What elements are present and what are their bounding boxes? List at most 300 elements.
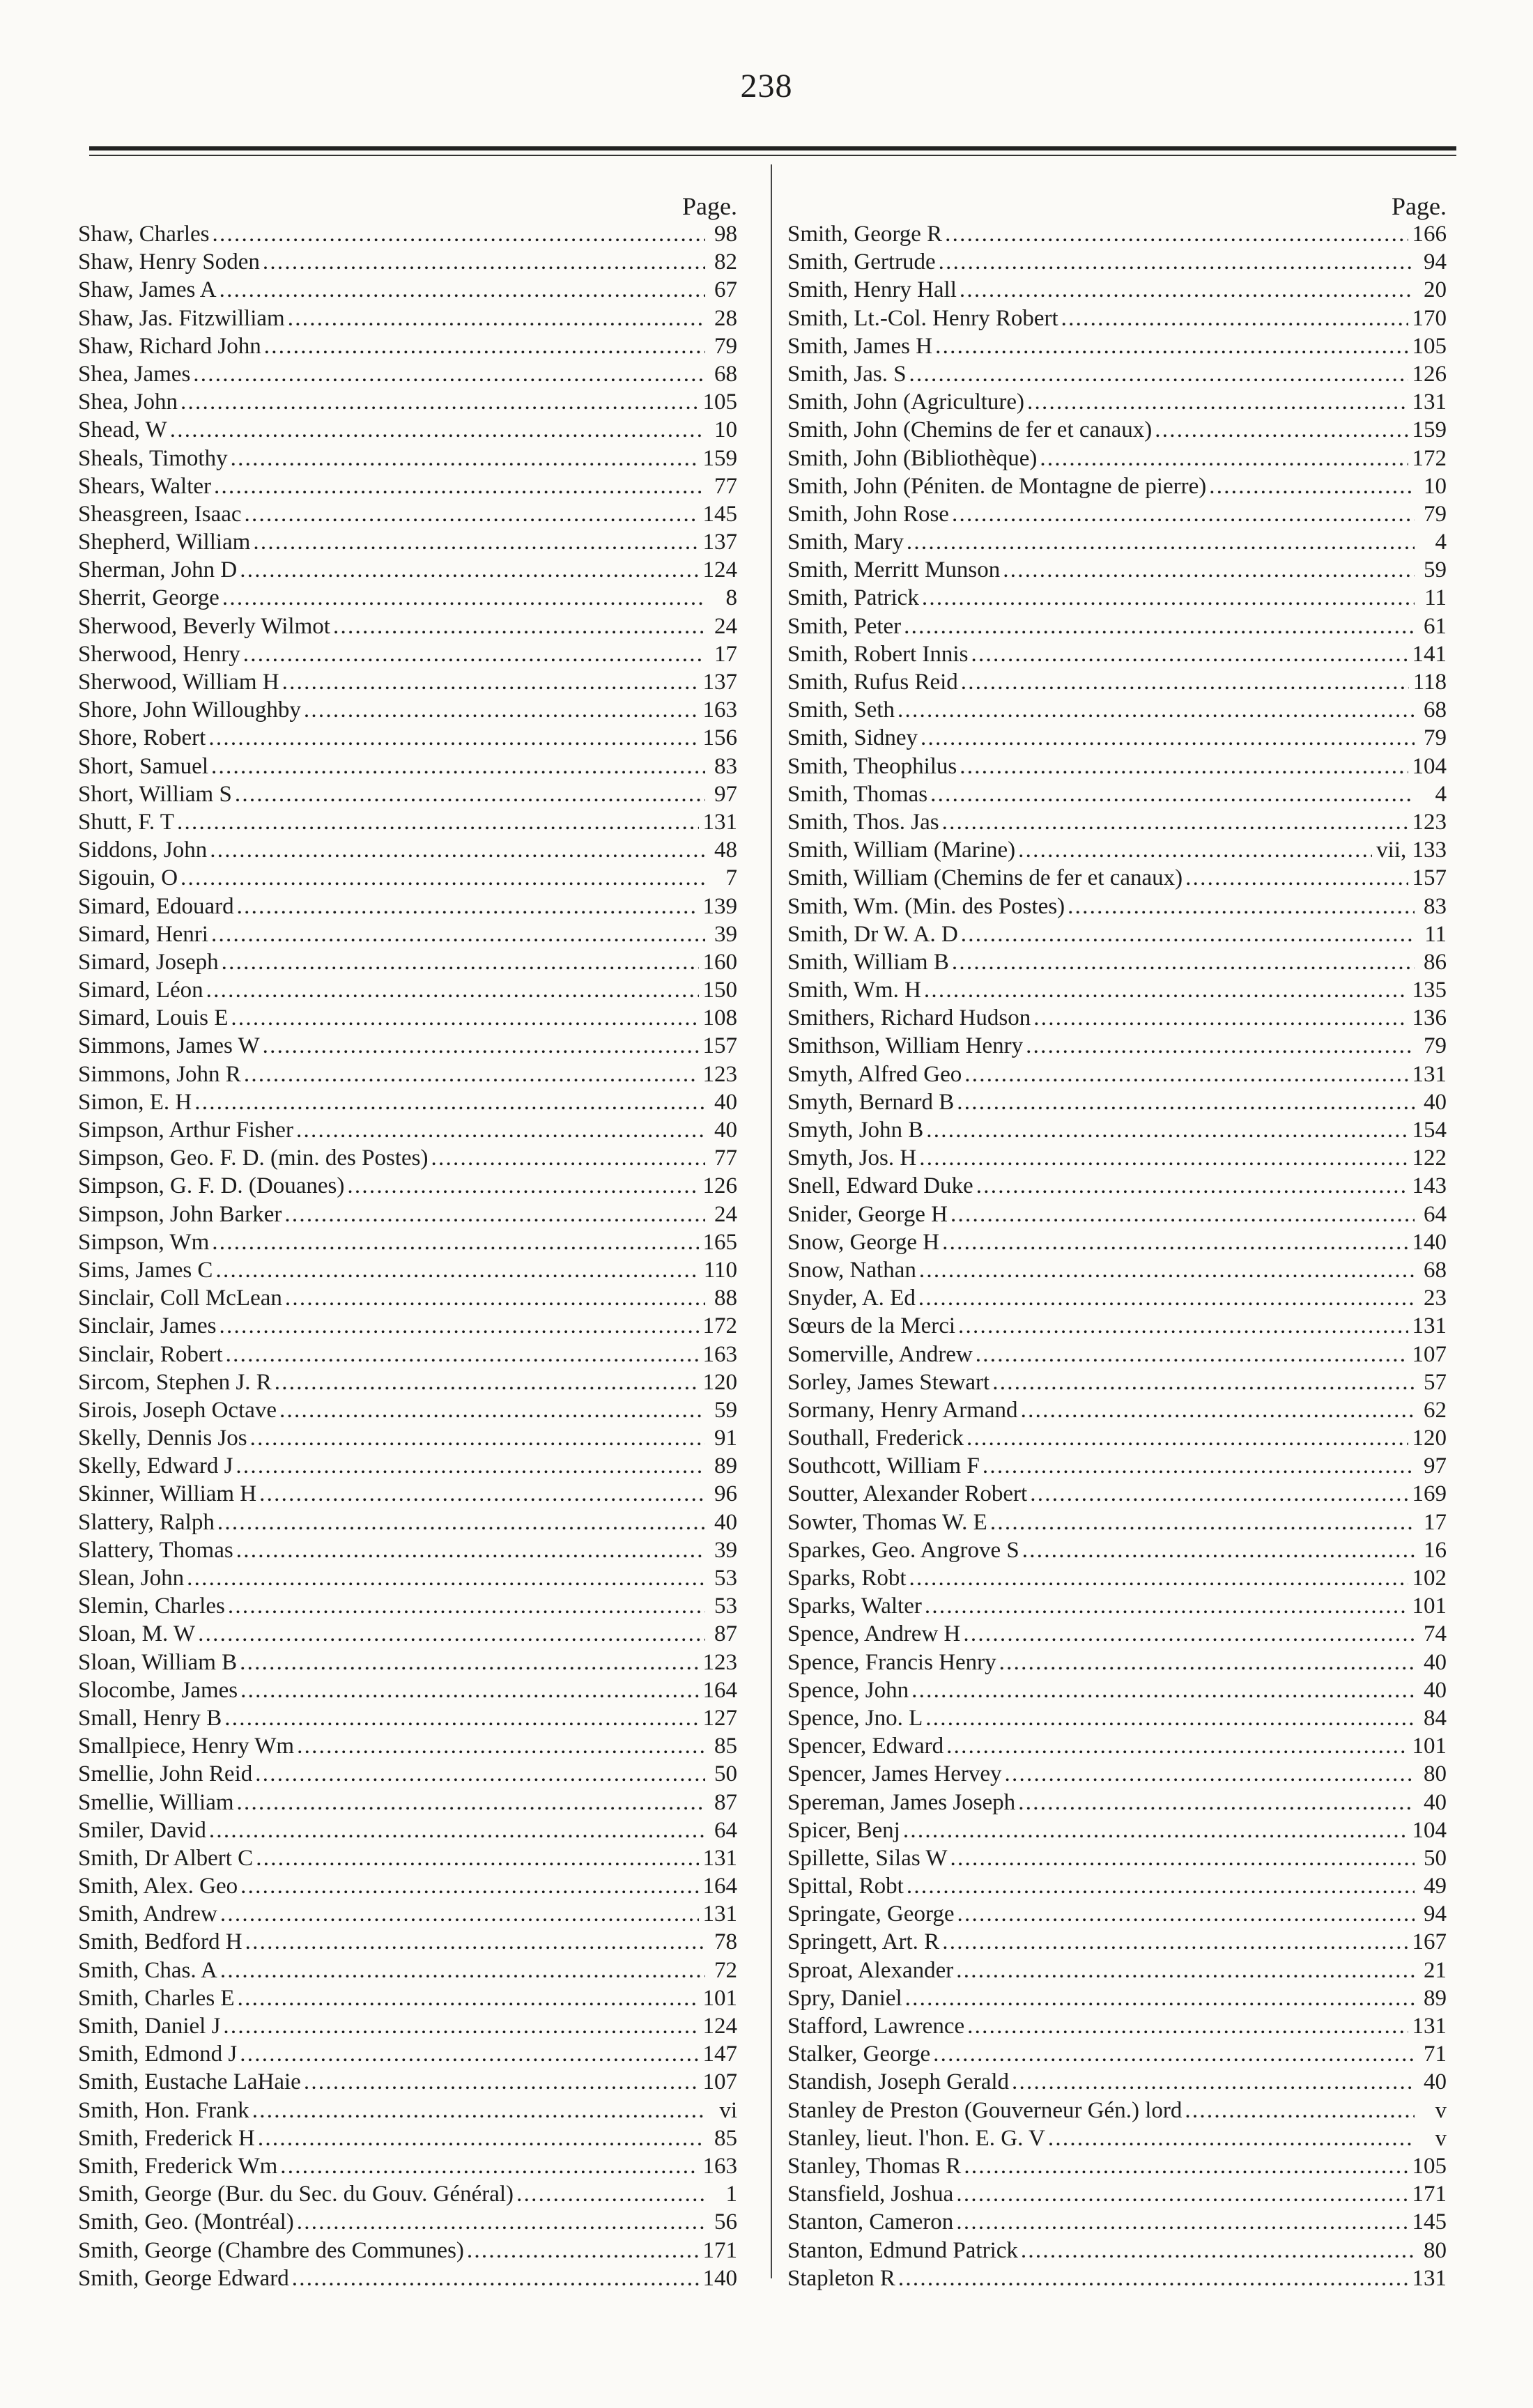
entry-page: 87	[714, 1789, 737, 1815]
entry-name: Spence, Andrew H	[787, 1621, 961, 1647]
dot-leader	[960, 752, 1408, 780]
dot-leader	[194, 1088, 705, 1116]
index-entry	[78, 1928, 737, 1956]
entry-name: Smith, Gertrude	[787, 249, 936, 275]
index-entry	[78, 1004, 737, 1032]
entry-name: Spittal, Robt	[787, 1874, 904, 1899]
entry-page: 124	[702, 2014, 737, 2039]
index-entry	[78, 612, 737, 640]
entry-page: 105	[1412, 2153, 1447, 2179]
index-entry	[78, 976, 737, 1004]
dot-leader	[245, 500, 699, 528]
entry-name: Shaw, James A	[78, 277, 217, 303]
entry-page: 53	[714, 1566, 737, 1591]
dot-leader	[1021, 1396, 1415, 1424]
dot-leader	[957, 1900, 1415, 1928]
index-entry	[787, 864, 1447, 892]
index-entry	[787, 1396, 1447, 1424]
entry-page: 137	[702, 670, 737, 695]
entry-name: Somerville, Andrew	[787, 1341, 973, 1367]
entry-name: Sparkes, Geo. Angrove S	[787, 1537, 1019, 1563]
entry-name: Smith, Mary	[787, 530, 904, 555]
dot-leader	[1068, 893, 1415, 920]
index-entry	[787, 920, 1447, 948]
dot-leader	[960, 276, 1415, 304]
dot-leader	[516, 2180, 705, 2208]
index-entry	[78, 1760, 737, 1788]
entry-page: 143	[1412, 1173, 1447, 1199]
dot-leader	[966, 1424, 1408, 1452]
dot-leader	[1185, 2097, 1415, 2124]
entry-name: Smith, George (Chambre des Communes)	[78, 2237, 464, 2263]
entry-name: Smith, Andrew	[78, 1901, 217, 1927]
index-entry	[78, 1256, 737, 1284]
entry-name: Sherwood, William H	[78, 670, 279, 695]
index-entry	[787, 780, 1447, 808]
entry-page: 131	[702, 1901, 737, 1927]
index-entry	[787, 1480, 1447, 1508]
index-entry	[78, 445, 737, 472]
entry-page: v	[1435, 2125, 1447, 2151]
index-entry	[787, 2264, 1447, 2292]
index-entry	[78, 1060, 737, 1088]
dot-leader	[255, 1760, 705, 1788]
entry-name: Southall, Frederick	[787, 1426, 964, 1451]
index-entry	[787, 1816, 1447, 1844]
entry-page: 4	[1435, 781, 1447, 807]
entry-page: 97	[1424, 1453, 1447, 1479]
entry-page: 40	[714, 1509, 737, 1535]
entry-page: 131	[1412, 1061, 1447, 1087]
dot-leader	[220, 1900, 699, 1928]
entry-page: 24	[714, 613, 737, 639]
dot-leader	[964, 2152, 1408, 2180]
entry-page: 17	[714, 641, 737, 667]
dot-leader	[956, 2180, 1408, 2208]
entry-page: 101	[702, 1985, 737, 2011]
dot-leader	[231, 445, 699, 472]
index-entry	[78, 1816, 737, 1844]
entry-page: 87	[714, 1621, 737, 1647]
dot-leader	[925, 1592, 1408, 1620]
dot-leader	[220, 1957, 705, 1984]
index-entry	[787, 976, 1447, 1004]
entry-page: 57	[1424, 1369, 1447, 1395]
index-entry	[78, 893, 737, 920]
entry-page: 88	[714, 1286, 737, 1311]
dot-leader	[1061, 304, 1408, 332]
entry-name: Smith, Bedford H	[78, 1929, 242, 1955]
dot-leader	[240, 1649, 698, 1676]
dot-leader	[1185, 864, 1408, 892]
entry-page: 166	[1412, 222, 1447, 247]
entry-page: 80	[1424, 2237, 1447, 2263]
dot-leader	[250, 1424, 705, 1452]
entry-name: Spencer, Edward	[787, 1734, 944, 1759]
index-entry	[78, 1536, 737, 1564]
right-column-header: Page.	[1392, 192, 1447, 220]
dot-leader	[245, 1928, 705, 1956]
entry-page: 164	[702, 1874, 737, 1899]
index-entry	[78, 836, 737, 864]
entry-page: vii, 133	[1376, 838, 1447, 863]
dot-leader	[992, 1368, 1415, 1396]
entry-name: Smith, Wm. (Min. des Postes)	[787, 893, 1065, 919]
index-entry	[78, 1172, 737, 1200]
dot-leader	[945, 220, 1408, 248]
entry-name: Smith, Eustache LaHaie	[78, 2069, 301, 2095]
dot-leader	[1048, 2124, 1415, 2152]
index-entry	[787, 1704, 1447, 1732]
entry-name: Slattery, Ralph	[78, 1509, 215, 1535]
entry-name: Shutt, F. T	[78, 809, 174, 835]
entry-page: 150	[702, 978, 737, 1003]
entry-page: 120	[702, 1369, 737, 1395]
entry-page: 79	[714, 333, 737, 359]
index-entry	[78, 1088, 737, 1116]
entry-name: Simpson, Arthur Fisher	[78, 1118, 293, 1143]
right-column	[787, 192, 1447, 2292]
dot-leader	[226, 1341, 699, 1368]
index-entry	[78, 528, 737, 556]
entry-name: Smith, William B	[787, 949, 949, 975]
index-entry	[787, 1060, 1447, 1088]
index-entry	[787, 752, 1447, 780]
entry-page: 140	[702, 2265, 737, 2291]
entry-name: Sircom, Stephen J. R	[78, 1369, 272, 1395]
entry-name: Smith, John (Péniten. de Montagne de pierre)	[787, 473, 1207, 499]
index-entry	[78, 1144, 737, 1172]
dot-leader	[983, 1452, 1415, 1480]
dot-leader	[1026, 1032, 1415, 1060]
entry-name: Skinner, William H	[78, 1481, 257, 1507]
entry-page: 172	[702, 1313, 737, 1339]
entry-name: Small, Henry B	[78, 1705, 222, 1731]
dot-leader	[898, 2264, 1408, 2292]
dot-leader	[1003, 556, 1415, 584]
entry-name: Smyth, Jos. H	[787, 1145, 917, 1171]
entry-name: Springett, Art. R	[787, 1929, 940, 1955]
index-entry	[787, 808, 1447, 836]
entry-name: Smith, John Rose	[787, 501, 949, 527]
index-entry	[78, 668, 737, 696]
entry-name: Shaw, Charles	[78, 222, 210, 247]
entry-name: Sherrit, George	[78, 585, 219, 611]
dot-leader	[304, 696, 699, 724]
entry-page: 124	[702, 557, 737, 583]
index-entry	[787, 445, 1447, 472]
entry-page: 74	[1424, 1621, 1447, 1647]
dot-leader	[1033, 1004, 1408, 1032]
entry-name: Simpson, John Barker	[78, 1201, 282, 1227]
dot-leader	[258, 2124, 705, 2152]
dot-leader	[210, 836, 705, 864]
page-number: 238	[740, 68, 793, 105]
index-entry	[78, 1564, 737, 1592]
left-entry-list	[78, 220, 737, 2292]
dot-leader	[211, 920, 705, 948]
entry-name: Smith, Theophilus	[787, 753, 957, 779]
dot-leader	[236, 1452, 705, 1480]
entry-name: Simmons, John R	[78, 1061, 241, 1087]
entry-name: Simpson, Wm	[78, 1229, 210, 1255]
dot-leader	[999, 1649, 1415, 1676]
index-entry	[787, 2208, 1447, 2236]
index-entry	[78, 1844, 737, 1872]
index-entry	[78, 2124, 737, 2152]
entry-page: 127	[702, 1705, 737, 1731]
entry-page: 131	[702, 809, 737, 835]
dot-leader	[280, 2152, 698, 2180]
entry-name: Smith, John (Agriculture)	[787, 389, 1025, 415]
entry-page: 98	[714, 222, 737, 247]
entry-page: 40	[1424, 1649, 1447, 1675]
dot-leader	[177, 808, 699, 836]
dot-leader	[240, 1676, 698, 1704]
index-entry	[787, 1789, 1447, 1816]
dot-leader	[198, 1620, 705, 1648]
dot-leader	[952, 500, 1415, 528]
dot-leader	[213, 220, 706, 248]
index-entry	[787, 2068, 1447, 2096]
entry-page: 91	[714, 1426, 737, 1451]
dot-leader	[180, 388, 699, 416]
dot-leader	[347, 1172, 698, 1200]
entry-name: Simard, Edouard	[78, 893, 234, 919]
entry-page: 4	[1435, 530, 1447, 555]
dot-leader	[240, 2040, 698, 2068]
entry-page: 85	[714, 2125, 737, 2151]
dot-leader	[219, 1312, 698, 1340]
entry-name: Smellie, William	[78, 1789, 234, 1815]
entry-name: Slattery, Thomas	[78, 1537, 233, 1563]
dot-leader	[288, 304, 705, 332]
entry-name: Sproat, Alexander	[787, 1957, 954, 1983]
entry-page: 156	[702, 725, 737, 751]
dot-leader	[907, 528, 1415, 556]
index-entry	[78, 1228, 737, 1256]
index-entry	[78, 1368, 737, 1396]
dot-leader	[919, 1144, 1408, 1172]
entry-name: Sormany, Henry Armand	[787, 1397, 1018, 1423]
entry-page: 72	[714, 1957, 737, 1983]
dot-leader	[1018, 836, 1372, 864]
entry-page: 160	[702, 949, 737, 975]
dot-leader	[209, 1816, 705, 1844]
dot-leader	[223, 2012, 698, 2040]
entry-page: 62	[1424, 1397, 1447, 1423]
entry-name: Simpson, G. F. D. (Douanes)	[78, 1173, 345, 1199]
entry-page: 107	[1412, 1341, 1447, 1367]
entry-page: 8	[725, 585, 737, 611]
index-entry	[78, 2208, 737, 2236]
entry-page: 39	[714, 1537, 737, 1563]
entry-name: Sirois, Joseph Octave	[78, 1397, 277, 1423]
entry-page: 79	[1424, 1033, 1447, 1059]
entry-name: Spillette, Silas W	[787, 1845, 948, 1871]
dot-leader	[939, 248, 1415, 276]
index-entry	[78, 1201, 737, 1228]
entry-name: Smith, Edmond J	[78, 2042, 238, 2067]
dot-leader	[922, 584, 1415, 612]
dot-leader	[275, 1368, 699, 1396]
index-entry	[78, 1704, 737, 1732]
column-divider	[771, 164, 772, 2278]
entry-name: Sowter, Thomas W. E	[787, 1509, 987, 1535]
index-entry	[787, 220, 1447, 248]
dot-leader	[1018, 1789, 1415, 1816]
entry-name: Siddons, John	[78, 838, 208, 863]
dot-leader	[957, 1088, 1415, 1116]
index-entry	[787, 2012, 1447, 2040]
entry-page: 48	[714, 838, 737, 863]
index-entry	[787, 640, 1447, 668]
entry-page: 170	[1412, 305, 1447, 331]
dot-leader	[297, 2208, 705, 2236]
index-entry	[787, 893, 1447, 920]
dot-leader	[925, 1704, 1415, 1732]
entry-page: vi	[719, 2097, 737, 2123]
entry-name: Sheals, Timothy	[78, 445, 228, 471]
entry-page: 122	[1412, 1145, 1447, 1171]
dot-leader	[904, 612, 1415, 640]
dot-leader	[180, 864, 705, 892]
dot-leader	[206, 976, 699, 1004]
entry-page: 147	[702, 2042, 737, 2067]
index-entry	[78, 2264, 737, 2292]
dot-leader	[919, 1256, 1415, 1284]
entry-page: 68	[714, 361, 737, 387]
dot-leader	[918, 1284, 1415, 1312]
index-entry	[78, 1957, 737, 1984]
dot-leader	[946, 1732, 1408, 1760]
entry-name: Sheasgreen, Isaac	[78, 501, 242, 527]
entry-page: 171	[1412, 2182, 1447, 2207]
entry-name: Stanley de Preston (Gouverneur Gén.) lord	[787, 2097, 1183, 2123]
dot-leader	[238, 1984, 699, 2012]
entry-page: 120	[1412, 1426, 1447, 1451]
index-entry	[78, 1341, 737, 1368]
index-entry	[78, 276, 737, 304]
index-entry	[78, 220, 737, 248]
entry-name: Sparks, Robt	[787, 1566, 907, 1591]
entry-page: 136	[1412, 1005, 1447, 1031]
dot-leader	[909, 1564, 1408, 1592]
entry-page: 131	[1412, 2014, 1447, 2039]
entry-name: Smith, Frederick Wm	[78, 2153, 278, 2179]
entry-name: Sorley, James Stewart	[787, 1369, 990, 1395]
entry-name: Simard, Henri	[78, 921, 208, 947]
index-entry	[78, 248, 737, 276]
entry-name: Slocombe, James	[78, 1677, 238, 1703]
entry-name: Smith, John (Chemins de fer et canaux)	[787, 417, 1153, 443]
entry-name: Smith, Dr W. A. D	[787, 921, 958, 947]
entry-page: 131	[1412, 389, 1447, 415]
dot-leader	[924, 976, 1408, 1004]
dot-leader	[467, 2237, 699, 2264]
dot-leader	[920, 724, 1415, 752]
entry-name: Spicer, Benj	[787, 1817, 900, 1843]
entry-page: 40	[1424, 1677, 1447, 1703]
index-entry	[78, 752, 737, 780]
dot-leader	[285, 1284, 705, 1312]
index-entry	[787, 416, 1447, 444]
dot-leader	[1027, 388, 1408, 416]
entry-name: Smith, Merritt Munson	[787, 557, 1001, 583]
index-entry	[787, 1592, 1447, 1620]
entry-name: Snow, George H	[787, 1229, 940, 1255]
dot-leader	[942, 808, 1408, 836]
entry-name: Sherman, John D	[78, 557, 238, 583]
entry-page: 11	[1424, 921, 1447, 947]
entry-page: 56	[714, 2209, 737, 2235]
entry-name: Stafford, Lawrence	[787, 2014, 965, 2039]
index-entry	[787, 1452, 1447, 1480]
dot-leader	[263, 1032, 699, 1060]
dot-leader	[956, 1957, 1415, 1984]
dot-leader	[911, 1676, 1415, 1704]
entry-page: 97	[714, 781, 737, 807]
entry-page: 167	[1412, 1929, 1447, 1955]
left-column	[78, 192, 737, 2292]
entry-page: 17	[1424, 1509, 1447, 1535]
entry-name: Smith, George (Bur. du Sec. du Gouv. Général)	[78, 2182, 514, 2207]
entry-name: Sigouin, O	[78, 865, 178, 891]
entry-name: Sparks, Walter	[787, 1593, 922, 1619]
dot-leader	[961, 668, 1409, 696]
entry-name: Spence, John	[787, 1677, 909, 1703]
entry-page: 145	[1412, 2209, 1447, 2235]
entry-name: Smith, Frederick H	[78, 2125, 255, 2151]
index-entry	[787, 1564, 1447, 1592]
entry-page: 40	[714, 1118, 737, 1143]
dot-leader	[958, 1312, 1408, 1340]
dot-leader	[237, 893, 699, 920]
entry-page: 10	[1424, 473, 1447, 499]
entry-name: Snell, Edward Duke	[787, 1173, 973, 1199]
index-entry	[78, 920, 737, 948]
entry-name: Smith, William (Marine)	[787, 838, 1016, 863]
entry-page: 40	[1424, 2069, 1447, 2095]
entry-page: 20	[1424, 277, 1447, 303]
entry-page: 123	[702, 1649, 737, 1675]
dot-leader	[284, 1201, 705, 1228]
entry-name: Smith, Peter	[787, 613, 902, 639]
entry-page: 123	[1412, 809, 1447, 835]
entry-name: Spence, Francis Henry	[787, 1649, 996, 1675]
index-entry	[787, 1172, 1447, 1200]
index-entry	[787, 2124, 1447, 2152]
entry-page: 107	[702, 2069, 737, 2095]
index-entry	[787, 1368, 1447, 1396]
entry-name: Southcott, William F	[787, 1453, 980, 1479]
dot-leader	[1022, 1536, 1415, 1564]
index-entry	[787, 1004, 1447, 1032]
entry-page: 68	[1424, 1257, 1447, 1283]
entry-name: Simard, Joseph	[78, 949, 219, 975]
entry-page: 126	[1412, 361, 1447, 387]
entry-name: Springate, George	[787, 1901, 955, 1927]
entry-name: Shea, John	[78, 389, 178, 415]
dot-leader	[208, 724, 698, 752]
dot-leader	[1030, 1480, 1408, 1508]
dot-leader	[898, 696, 1415, 724]
entry-page: 140	[1412, 1229, 1447, 1255]
dot-leader	[976, 1341, 1408, 1368]
index-entry	[78, 1649, 737, 1676]
index-entry	[78, 640, 737, 668]
index-entry	[78, 304, 737, 332]
